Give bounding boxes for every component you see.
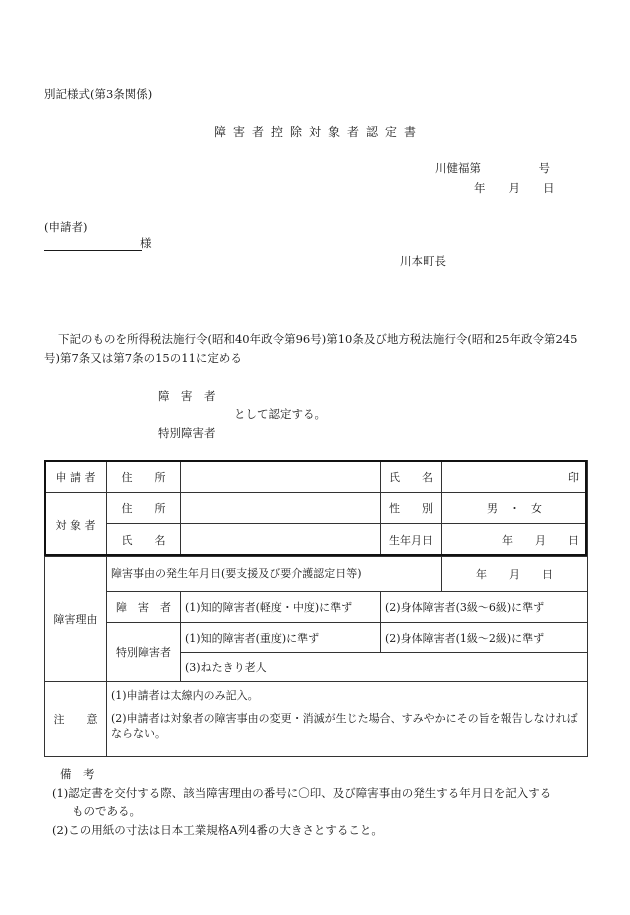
body-paragraph-line1: 下記のものを所得税法施行令(昭和40年政令第96号)第10条及び地方税法施行令(昭和25年政令第245 <box>58 332 578 346</box>
disabled-option-2[interactable]: (2)身体障害者(3級〜6級)に準ず <box>381 592 588 623</box>
seal-cell[interactable]: 印 <box>442 461 588 493</box>
onset-date-value-cell[interactable]: 年 月 日 <box>442 557 588 592</box>
remarks-heading: 備 考 <box>60 767 95 781</box>
birthdate-value-cell[interactable]: 年 月 日 <box>442 524 588 557</box>
gender-label-cell: 性 別 <box>381 493 442 524</box>
onset-date-label-cell: 障害事由の発生年月日(要支援及び要介護認定日等) <box>107 557 442 592</box>
subject-address-field[interactable] <box>181 493 381 524</box>
subject-label-cell: 対 象 者 <box>45 493 107 557</box>
notes-label-cell: 注 意 <box>45 682 107 757</box>
form-reference: 別記様式(第3条関係) <box>44 87 153 101</box>
disabled-option-1[interactable]: (1)知的障害者(軽度・中度)に準ず <box>181 592 381 623</box>
applicant-name-line <box>44 250 142 251</box>
notes-cell <box>107 682 588 757</box>
remark-2: (2)この用紙の寸法は日本工業規格A列4番の大きさとすること。 <box>52 823 383 837</box>
subject-name-field[interactable] <box>181 524 381 557</box>
special-option-3[interactable]: (3)ねたきり老人 <box>181 653 588 682</box>
honorific: 様 <box>140 236 152 250</box>
reason-label-cell: 障害理由 <box>45 557 107 682</box>
issue-date: 年 月 日 <box>474 181 555 195</box>
issuer: 川本町長 <box>400 254 446 268</box>
applicant-label: (申請者) <box>44 220 88 234</box>
option-special-disabled: 特別障害者 <box>158 426 216 440</box>
certify-text: として認定する。 <box>234 407 326 421</box>
disabled-label-cell: 障 害 者 <box>107 592 181 623</box>
remark-1-line2: ものである。 <box>72 804 141 818</box>
option-disabled: 障 害 者 <box>158 389 216 403</box>
subject-address-label: 住 所 <box>107 493 181 524</box>
special-option-2[interactable]: (2)身体障害者(1級〜2級)に準ず <box>381 623 588 653</box>
name-label-cell: 氏 名 <box>381 461 442 493</box>
special-option-1[interactable]: (1)知的障害者(重度)に準ず <box>181 623 381 653</box>
note-2: (2)申請者は対象者の障害事由の変更・消滅が生じた場合、すみやかにその旨を報告しなければならない。 <box>111 712 578 740</box>
birthdate-label-cell: 生年月日 <box>381 524 442 557</box>
applicant-address-field[interactable] <box>181 461 381 493</box>
special-label-cell: 特別障害者 <box>107 623 181 682</box>
gender-value-cell[interactable]: 男 ・ 女 <box>442 493 588 524</box>
address-label-cell: 住 所 <box>107 461 181 493</box>
document-number: 川健福第 号 <box>435 161 550 175</box>
remark-1-line1: (1)認定書を交付する際、該当障害理由の番号に〇印、及び障害事由の発生する年月日を記入する <box>52 786 552 800</box>
body-paragraph-line2: 号)第7条又は第7条の15の11に定める <box>44 351 242 365</box>
note-1: (1)申請者は太線内のみ記入。 <box>111 689 259 702</box>
certification-table <box>44 460 588 757</box>
subject-name-label: 氏 名 <box>107 524 181 557</box>
applicant-label-cell: 申 請 者 <box>45 461 107 493</box>
document-title: 障害者控除対象者認定書 <box>214 125 424 139</box>
